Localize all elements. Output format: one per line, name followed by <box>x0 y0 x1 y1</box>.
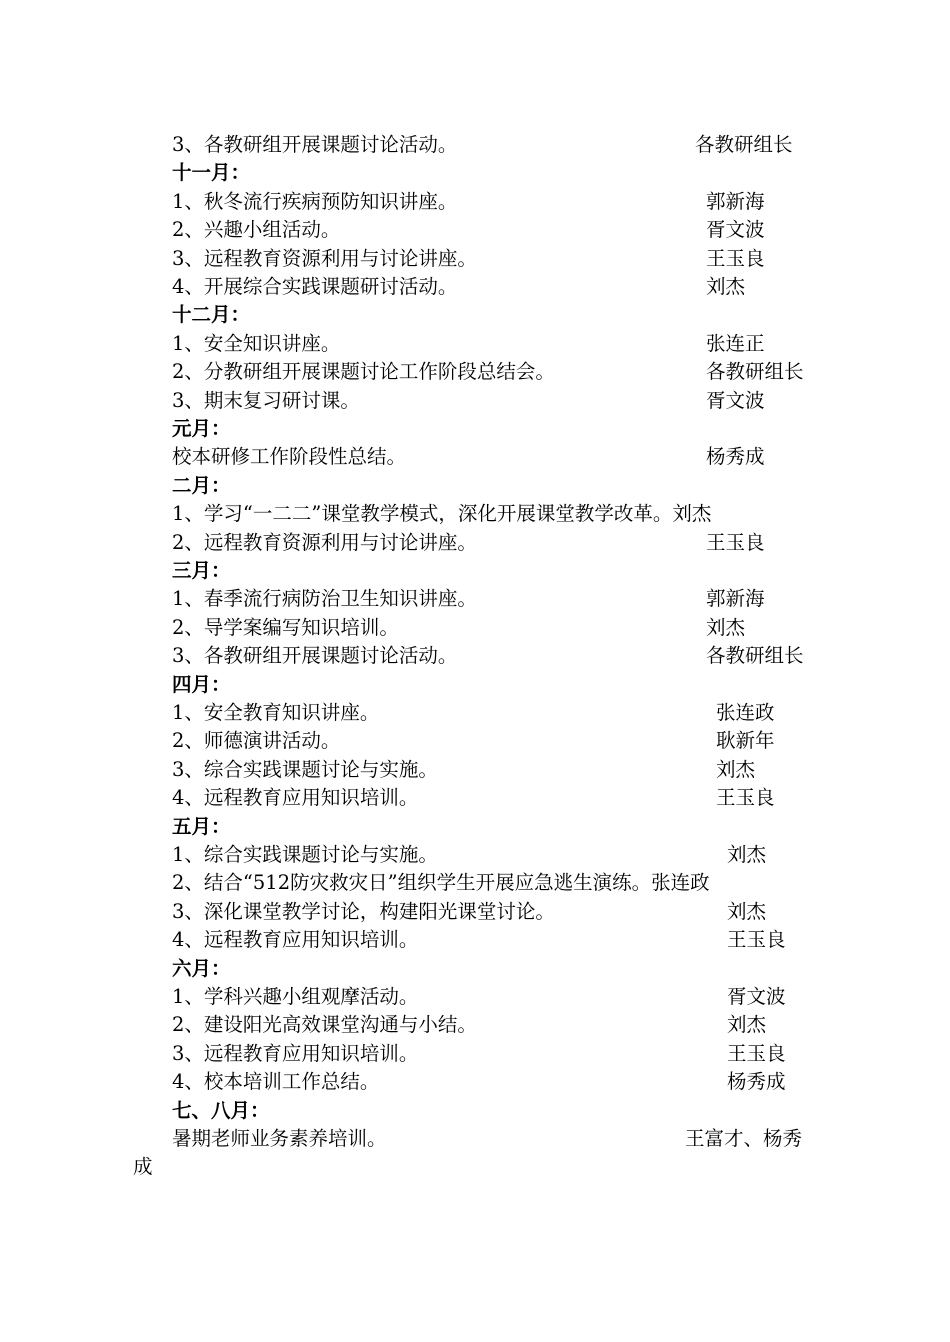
month-heading-text: 二月： <box>172 473 231 497</box>
plan-row <box>172 131 832 159</box>
activity-text: 校本研修工作阶段性总结。 <box>172 445 407 469</box>
responsible-person: 刘杰 <box>716 757 756 781</box>
responsible-person: 各教研组长 <box>695 133 793 156</box>
responsible-person: 各教研组长 <box>706 644 804 668</box>
month-heading <box>172 472 832 500</box>
activity-text: 2、结合“512防灾救灾日”组织学生开展应急逃生演练。张连政 <box>172 871 710 895</box>
activity-text: 1、学科兴趣小组观摩活动。 <box>172 985 419 1008</box>
plan-row <box>172 727 832 755</box>
responsible-person: 郭新海 <box>706 189 765 213</box>
month-heading-text: 十二月： <box>172 303 251 327</box>
plan-row <box>172 330 832 358</box>
month-heading <box>172 955 832 983</box>
plan-row <box>172 216 832 244</box>
plan-row <box>172 245 832 273</box>
activity-text: 2、远程教育资源利用与讨论讲座。 <box>172 530 477 554</box>
responsible-person: 郭新海 <box>706 587 765 611</box>
responsible-person: 胥文波 <box>727 985 786 1008</box>
activity-text: 暑期老师业务素养培训。 <box>172 1127 387 1150</box>
activity-text: 3、深化课堂教学讨论，构建阳光课堂讨论。 <box>172 899 555 923</box>
activity-text: 3、远程教育资源利用与讨论讲座。 <box>172 246 477 270</box>
plan-row <box>172 1125 832 1153</box>
plan-row <box>172 443 832 471</box>
responsible-person: 刘杰 <box>727 1013 767 1037</box>
activity-text: 2、分教研组开展课题讨论工作阶段总结会。 <box>172 360 555 384</box>
responsible-person: 王玉良 <box>716 786 775 810</box>
month-heading <box>172 1097 832 1125</box>
activity-text: 4、远程教育应用知识培训。 <box>172 928 419 952</box>
plan-row <box>172 1068 832 1096</box>
activity-text: 2、师德演讲活动。 <box>172 729 341 753</box>
activity-text: 1、春季流行病防治卫生知识讲座。 <box>172 587 477 611</box>
activity-text: 1、综合实践课题讨论与实施。 <box>172 843 438 866</box>
responsible-person: 杨秀成 <box>706 445 765 469</box>
month-heading-text: 七、八月： <box>172 1098 270 1122</box>
plan-row <box>172 358 832 386</box>
responsible-person: 耿新年 <box>716 729 775 753</box>
activity-text: 3、综合实践课题讨论与实施。 <box>172 757 438 781</box>
wrapped-text-tail: 成 <box>133 1155 153 1179</box>
activity-text: 3、期末复习研讨课。 <box>172 388 360 412</box>
month-heading-text: 四月： <box>172 672 231 696</box>
month-heading-text: 五月： <box>172 814 231 838</box>
plan-row <box>172 188 832 216</box>
responsible-person: 王玉良 <box>706 246 765 270</box>
responsible-person: 张连正 <box>706 331 765 355</box>
plan-row <box>172 784 832 812</box>
month-heading <box>172 813 832 841</box>
plan-row <box>172 841 832 869</box>
responsible-person: 王富才、杨秀 <box>685 1127 803 1150</box>
activity-text: 2、兴趣小组活动。 <box>172 218 341 242</box>
responsible-person: 张连政 <box>716 701 775 724</box>
month-heading <box>172 415 832 443</box>
month-heading-text: 三月： <box>172 559 231 582</box>
month-heading <box>172 671 832 699</box>
responsible-person: 杨秀成 <box>727 1070 786 1094</box>
month-heading-text: 元月： <box>172 417 231 440</box>
plan-row <box>172 983 832 1011</box>
activity-text: 2、建设阳光高效课堂沟通与小结。 <box>172 1013 477 1037</box>
responsible-person: 胥文波 <box>706 388 765 412</box>
plan-row <box>172 387 832 415</box>
plan-row <box>172 273 832 301</box>
responsible-person: 胥文波 <box>706 218 765 242</box>
month-heading-text: 六月： <box>172 956 231 980</box>
plan-row <box>172 585 832 613</box>
plan-row <box>172 614 832 642</box>
responsible-person: 刘杰 <box>727 843 767 866</box>
activity-text: 4、远程教育应用知识培训。 <box>172 786 419 810</box>
activity-text: 3、各教研组开展课题讨论活动。 <box>172 644 458 668</box>
activity-text: 3、各教研组开展课题讨论活动。 <box>172 133 458 156</box>
activity-text: 4、校本培训工作总结。 <box>172 1070 380 1094</box>
plan-row <box>172 756 832 784</box>
month-heading <box>172 557 832 585</box>
activity-text: 1、学习“一二二”课堂教学模式，深化开展课堂教学改革。刘杰 <box>172 502 712 526</box>
month-heading <box>172 159 832 187</box>
responsible-person: 刘杰 <box>706 615 746 639</box>
responsible-person: 刘杰 <box>727 899 767 923</box>
plan-row <box>172 699 832 727</box>
plan-row <box>172 500 832 528</box>
plan-row <box>172 1040 832 1068</box>
activity-text: 3、远程教育应用知识培训。 <box>172 1041 419 1065</box>
responsible-person: 王玉良 <box>727 1041 786 1065</box>
plan-row <box>172 642 832 670</box>
plan-row <box>172 529 832 557</box>
activity-text: 1、安全知识讲座。 <box>172 331 341 355</box>
responsible-person: 王玉良 <box>727 928 786 952</box>
plan-row <box>172 1011 832 1039</box>
responsible-person: 刘杰 <box>706 275 746 298</box>
month-heading-text: 十一月： <box>172 161 251 185</box>
activity-text: 1、安全教育知识讲座。 <box>172 701 380 724</box>
responsible-person: 各教研组长 <box>706 360 804 384</box>
responsible-person: 王玉良 <box>706 530 765 554</box>
plan-row <box>172 926 832 954</box>
month-heading <box>172 301 832 329</box>
activity-text: 2、导学案编写知识培训。 <box>172 615 399 639</box>
activity-text: 4、开展综合实践课题研讨活动。 <box>172 275 458 298</box>
activity-text: 1、秋冬流行疾病预防知识讲座。 <box>172 189 458 213</box>
plan-row <box>172 869 832 897</box>
plan-row <box>172 898 832 926</box>
